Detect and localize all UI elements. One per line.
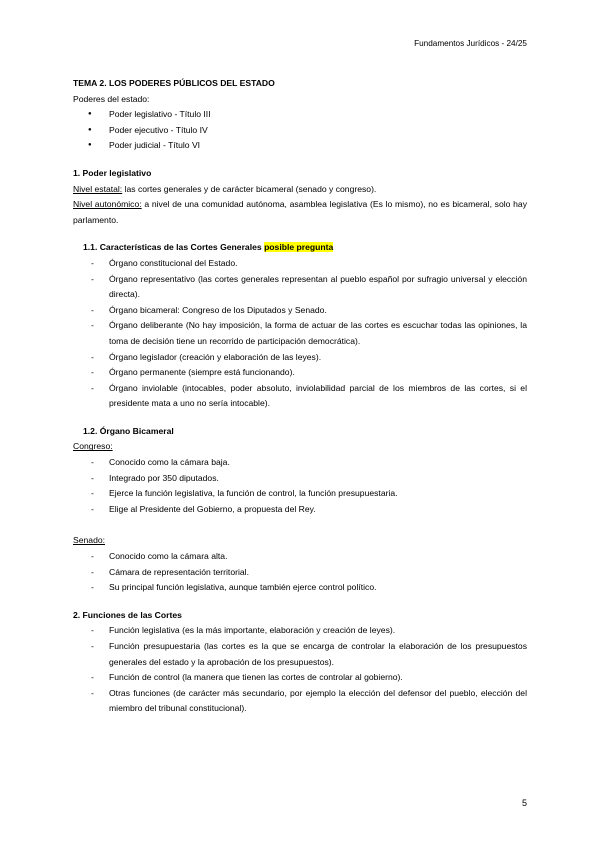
list-item: - Órgano legislador (creación y elaboración de las leyes).: [73, 350, 527, 366]
list-item: - Función de control (la manera que tienen las cortes de controlar al gobierno).: [73, 670, 527, 686]
section-1-heading: 1. Poder legislativo: [73, 167, 152, 178]
congreso-list: [73, 455, 527, 517]
page-header: Fundamentos Jurídicos - 24/25: [414, 39, 527, 48]
nivel-estatal-text: las cortes generales y de carácter bicameral (senado y congreso).: [122, 183, 377, 194]
nivel-estatal-label: Nivel estatal:: [73, 183, 123, 194]
section-2-heading: 2. Funciones de las Cortes: [73, 609, 182, 620]
list-item: - Cámara de representación territorial.: [73, 565, 527, 581]
list-item: - Órgano deliberante (No hay imposición, la forma de actuar de las cortes es escuchar todas las opiniones, la toma de decisión tiene un recorrido de participación democrática).: [73, 318, 527, 349]
section-1-1-title: 1.1. Características de las Cortes Generales: [83, 242, 262, 253]
list-item: - Su principal función legislativa, aunque también ejerce control político.: [73, 580, 527, 596]
list-item: - Función presupuestaria (las cortes es la que se encarga de controlar la elaboración de los presupuestos generales del estado y la aprobación de los presupuestos).: [73, 639, 527, 670]
nivel-autonomico-label: Nivel autonómico:: [73, 199, 142, 210]
section-1-2-heading: 1.2. Órgano Bicameral: [83, 425, 174, 436]
list-item: ● Poder legislativo - Título III: [73, 107, 527, 123]
document-body: [73, 76, 527, 717]
powers-intro: Poderes del estado:: [73, 93, 150, 104]
senado-list: [73, 549, 527, 596]
list-item: - Órgano permanente (siempre está funcionando).: [73, 365, 527, 381]
powers-list: [73, 107, 527, 154]
list-item: - Órgano representativo (las cortes generales representan al pueblo español por sufragio universal y elección directa).: [73, 272, 527, 303]
list-item: - Elige al Presidente del Gobierno, a propuesta del Rey.: [73, 502, 527, 518]
list-item: - Órgano inviolable (intocables, poder absoluto, inviolabilidad parcial de los miembros de las cortes, si el presidente mata a uno no sería intocable).: [73, 381, 527, 412]
senado-label: Senado:: [73, 535, 106, 546]
nivel-autonomico-text: a nivel de una comunidad autónoma, asamblea legislativa (Es lo mismo), no es bicameral, solo hay parlamento.: [73, 199, 528, 225]
list-item: - Ejerce la función legislativa, la función de control, la función presupuestaria.: [73, 486, 527, 502]
highlight-note: posible pregunta: [264, 242, 334, 253]
cortes-characteristics-list: [73, 256, 527, 412]
list-item: ● Poder judicial - Título VI: [73, 138, 527, 154]
list-item: - Conocido como la cámara alta.: [73, 549, 527, 565]
list-item: - Función legislativa (es la más importante, elaboración y creación de leyes).: [73, 623, 527, 639]
list-item: - Conocido como la cámara baja.: [73, 455, 527, 471]
list-item: - Integrado por 350 diputados.: [73, 471, 527, 487]
congreso-label: Congreso:: [73, 441, 113, 452]
funciones-list: [73, 623, 527, 717]
list-item: - Otras funciones (de carácter más secundario, por ejemplo la elección del defensor del pueblo, elección del miembro del tribunal constitucional).: [73, 686, 527, 717]
nivel-estatal: [73, 182, 527, 198]
list-item: - Órgano constitucional del Estado.: [73, 256, 527, 272]
tema-title: TEMA 2. LOS PODERES PÚBLICOS DEL ESTADO: [73, 78, 275, 88]
list-item: ● Poder ejecutivo - Título IV: [73, 123, 527, 139]
page-number: 5: [521, 798, 527, 808]
list-item: - Órgano bicameral: Congreso de los Diputados y Senado.: [73, 303, 527, 319]
section-1-1-heading: [73, 240, 527, 256]
nivel-autonomico: [73, 197, 527, 228]
